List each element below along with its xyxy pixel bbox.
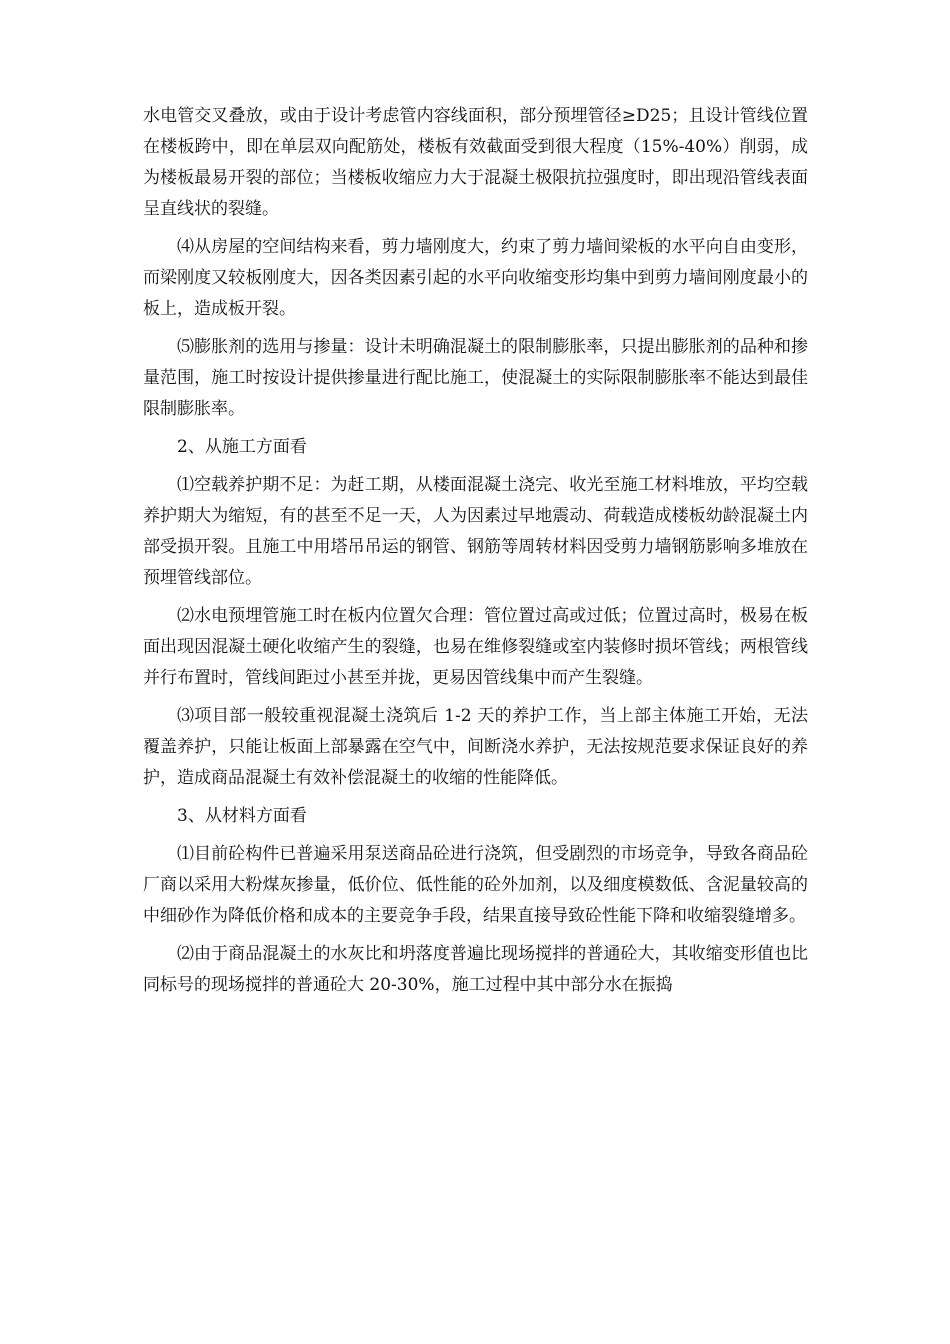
paragraph-6: ⑵水电预埋管施工时在板内位置欠合理：管位置过高或过低；位置过高时，极易在板面出现因混凝土硬化收缩产生的裂缝，也易在维修裂缝或室内装修时损坏管线；两根管线并行布置时，管线间距过小甚至并拢，更易因管线集中而产生裂缝。	[143, 606, 808, 688]
paragraph-2: ⑷从房屋的空间结构来看，剪力墙刚度大，约束了剪力墙间梁板的水平向自由变形，而梁刚度又较板刚度大，因各类因素引起的水平向收缩变形均集中到剪力墙间刚度最小的板上，造成板开裂。	[143, 237, 808, 319]
paragraph-3: ⑸膨胀剂的选用与掺量：设计未明确混凝土的限制膨胀率，只提出膨胀剂的品种和掺量范围，施工时按设计提供掺量进行配比施工，使混凝土的实际限制膨胀率不能达到最佳限制膨胀率。	[143, 337, 808, 419]
section-heading-materials: 3、从材料方面看	[177, 806, 307, 826]
document-body	[143, 101, 808, 1008]
paragraph-7: ⑶项目部一般较重视混凝土浇筑后 1-2 天的养护工作，当上部主体施工开始，无法覆盖养护，只能让板面上部暴露在空气中，间断浇水养护，无法按规范要求保证良好的养护，造成商品混凝土有效补偿混凝土的收缩的性能降低。	[143, 706, 808, 788]
section-heading-construction: 2、从施工方面看	[177, 437, 307, 457]
paragraph-1: 水电管交叉叠放，或由于设计考虑管内容线面积，部分预埋管径≥D25；且设计管线位置在楼板跨中，即在单层双向配筋处，楼板有效截面受到很大程度（15%-40%）削弱，成为楼板最易开裂的部位；当楼板收缩应力大于混凝土极限抗拉强度时，即出现沿管线表面呈直线状的裂缝。	[143, 106, 808, 219]
paragraph-10: ⑵由于商品混凝土的水灰比和坍落度普遍比现场搅拌的普通砼大，其收缩变形值也比同标号的现场搅拌的普通砼大 20-30%，施工过程中其中部分水在振捣	[143, 944, 808, 995]
paragraph-9: ⑴目前砼构件已普遍采用泵送商品砼进行浇筑，但受剧烈的市场竞争，导致各商品砼厂商以采用大粉煤灰掺量，低价位、低性能的砼外加剂，以及细度模数低、含泥量较高的中细砂作为降低价格和成本的主要竞争手段，结果直接导致砼性能下降和收缩裂缝增多。	[143, 844, 808, 926]
paragraph-5: ⑴空载养护期不足：为赶工期，从楼面混凝土浇完、收光至施工材料堆放，平均空载养护期大为缩短，有的甚至不足一天，人为因素过早地震动、荷载造成楼板幼龄混凝土内部受损开裂。且施工中用塔吊吊运的钢管、钢筋等周转材料因受剪力墙钢筋影响多堆放在预埋管线部位。	[143, 475, 808, 588]
